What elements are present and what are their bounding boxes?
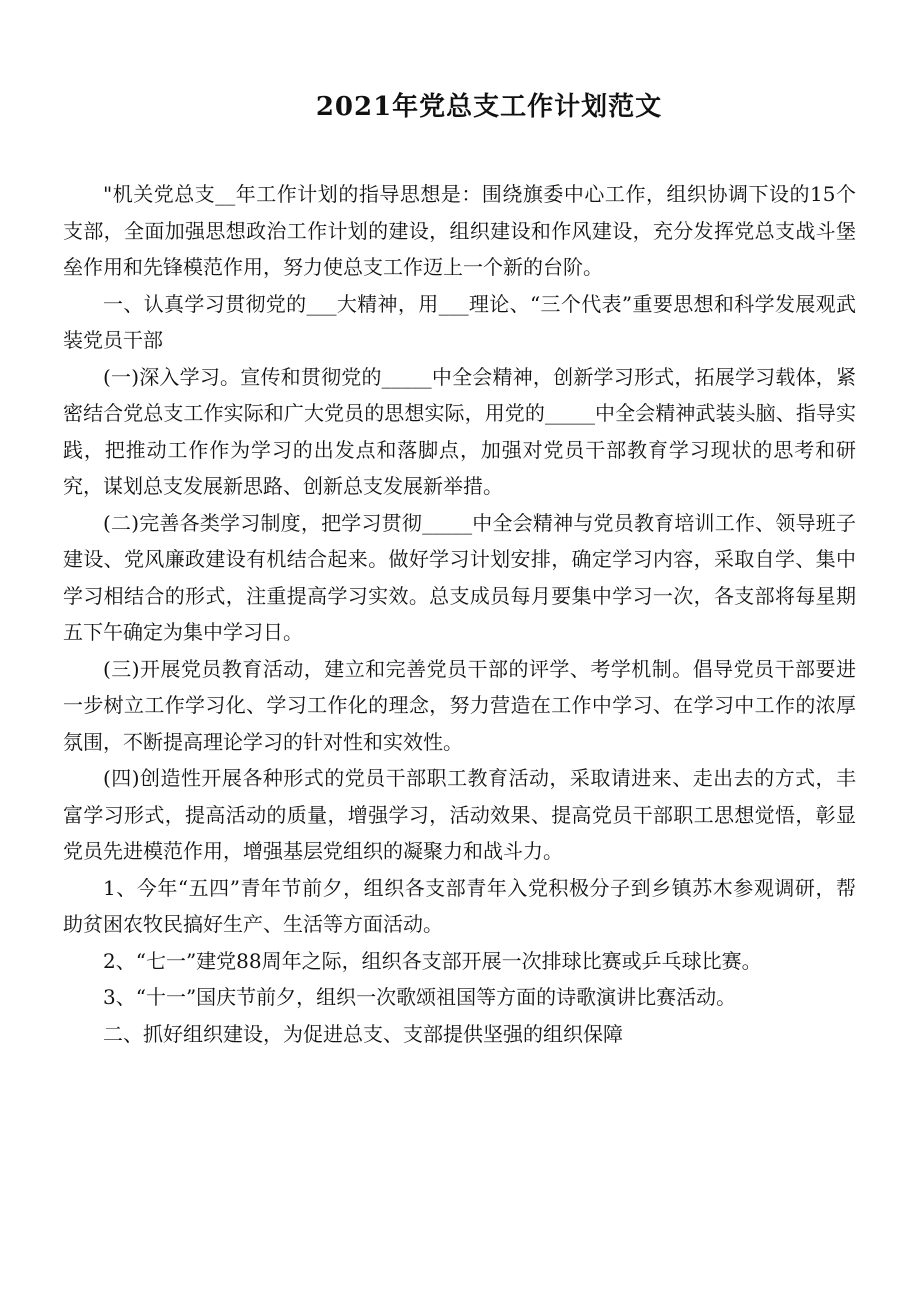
paragraph-item-four: (四)创造性开展各种形式的党员干部职工教育活动，采取请进来、走出去的方式，丰富学习形式，提高活动的质量，增强学习，活动效果、提高党员干部职工思想觉悟，彰显党员先进模范作用，增强基层党组织的凝聚力和战斗力。 — [63, 766, 856, 863]
paragraph-guiding-ideology: "机关党总支__年工作计划的指导思想是：围绕旗委中心工作，组织协调下设的15个支部，全面加强思想政治工作计划的建设，组织建设和作风建设，充分发挥党总支战斗堡垒作用和先锋模范作用，努力使总支工作迈上一个新的台阶。 — [63, 182, 856, 279]
paragraph-activity-2: 2、“七一”建党88周年之际，组织各支部开展一次排球比赛或乒乓球比赛。 — [103, 948, 762, 973]
document-body — [63, 176, 856, 1052]
paragraph-item-two: (二)完善各类学习制度，把学习贯彻_____中全会精神与党员教育培训工作、领导班子建设、党风廉政建设有机结合起来。做好学习计划安排，确定学习内容，采取自学、集中学习相结合的形式，注重提高学习实效。总支成员每月要集中学习一次，各支部将每星期五下午确定为集中学习日。 — [63, 510, 856, 644]
paragraph-section-two-heading: 二、抓好组织建设，为促进总支、支部提供坚强的组织保障 — [103, 1021, 623, 1046]
paragraph-item-three: (三)开展党员教育活动，建立和完善党员干部的评学、考学机制。倡导党员干部要进一步树立工作学习化、学习工作化的理念，努力营造在工作中学习、在学习中工作的浓厚氛围，不断提高理论学习的针对性和实效性。 — [63, 656, 856, 754]
paragraph-activity-1: 1、今年“五四”青年节前夕，组织各支部青年入党积极分子到乡镇苏木参观调研，帮助贫困农牧民搞好生产、生活等方面活动。 — [63, 875, 856, 936]
paragraph-item-one: (一)深入学习。宣传和贯彻党的_____中全会精神，创新学习形式，拓展学习载体，紧密结合党总支工作实际和广大党员的思想实际，用党的_____中全会精神武装头脑、指导实践，把推动工作作为学习的出发点和落脚点，加强对党员干部教育学习现状的思考和研究，谋划总支发展新思路、创新总支发展新举措。 — [63, 364, 856, 498]
document-title: 2021年党总支工作计划范文 — [315, 92, 663, 122]
paragraph-activity-3: 3、“十一”国庆节前夕，组织一次歌颂祖国等方面的诗歌演讲比赛活动。 — [103, 985, 737, 1009]
paragraph-section-one-heading: 一、认真学习贯彻党的___大精神，用___理论、“三个代表”重要思想和科学发展观武装党员干部 — [63, 291, 856, 352]
